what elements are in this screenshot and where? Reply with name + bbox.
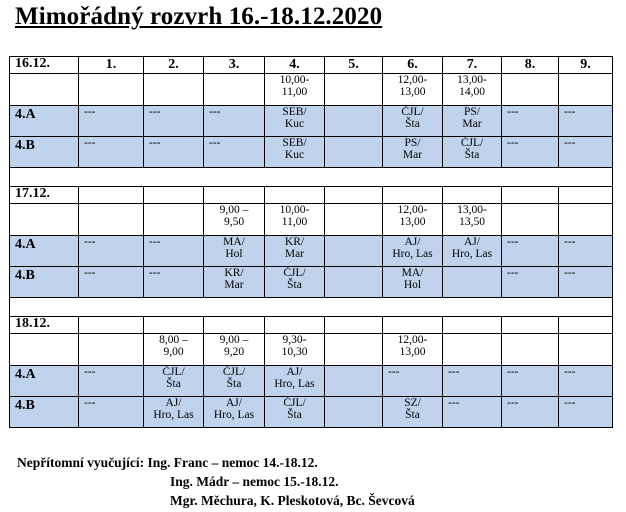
lesson-cell: ČJL/ Šta xyxy=(265,397,325,428)
time-slot-4: 10,00- 11,00 xyxy=(265,74,325,106)
period-header-5: 5. xyxy=(325,57,383,74)
lesson-cell: --- xyxy=(204,137,265,168)
lesson-cell: ČJL/ Šta xyxy=(265,267,325,298)
lesson-cell xyxy=(325,267,383,298)
lesson-cell: MA/ Hol xyxy=(204,236,265,267)
header-row xyxy=(10,57,613,74)
class-name: 4.B xyxy=(10,137,79,168)
empty-cell xyxy=(383,317,443,334)
period-header-9: 9. xyxy=(559,57,613,74)
empty-cell xyxy=(265,187,325,204)
lesson-cell: PS/ Mar xyxy=(443,106,502,137)
period-header-4: 4. xyxy=(265,57,325,74)
lesson-cell: SEB/ Kuc xyxy=(265,137,325,168)
lesson-cell xyxy=(325,236,383,267)
lesson-cell: --- xyxy=(559,106,613,137)
lesson-cell: KR/ Mar xyxy=(204,267,265,298)
lesson-cell: --- xyxy=(559,397,613,428)
lesson-cell: ČJL/ Šta xyxy=(204,366,265,397)
lesson-cell: --- xyxy=(79,267,144,298)
lesson-cell: --- xyxy=(144,267,204,298)
period-header-6: 6. xyxy=(383,57,443,74)
date-row xyxy=(10,187,613,204)
class-row xyxy=(10,106,613,137)
period-header-1: 1. xyxy=(79,57,144,74)
empty-cell xyxy=(443,317,502,334)
spacer-row xyxy=(10,168,613,187)
time-slot-7: 13,00- 13,50 xyxy=(443,204,502,236)
time-slot-9 xyxy=(559,334,613,366)
lesson-cell: --- xyxy=(79,397,144,428)
empty-cell xyxy=(144,317,204,334)
time-label-cell xyxy=(10,74,79,106)
schedule-table xyxy=(9,56,613,428)
time-slot-2: 8,00 – 9,00 xyxy=(144,334,204,366)
lesson-cell: AJ/ Hro, Las xyxy=(383,236,443,267)
lesson-cell: --- xyxy=(79,366,144,397)
class-row xyxy=(10,236,613,267)
lesson-cell: ČJL/ Šta xyxy=(383,106,443,137)
time-slot-6: 12,00- 13,00 xyxy=(383,204,443,236)
time-slot-4: 10,00- 11,00 xyxy=(265,204,325,236)
time-row xyxy=(10,204,613,236)
page-title: Mimořádný rozvrh 16.-18.12.2020 xyxy=(15,3,383,30)
time-slot-9 xyxy=(559,74,613,106)
class-row xyxy=(10,397,613,428)
lesson-cell: --- xyxy=(502,397,559,428)
lesson-cell: --- xyxy=(502,236,559,267)
lesson-cell: --- xyxy=(443,366,502,397)
empty-cell xyxy=(204,187,265,204)
lesson-cell: AJ/ Hro, Las xyxy=(144,397,204,428)
lesson-cell: --- xyxy=(502,137,559,168)
class-row xyxy=(10,137,613,168)
time-label-cell xyxy=(10,334,79,366)
time-slot-6: 12,00- 13,00 xyxy=(383,74,443,106)
time-label-cell xyxy=(10,204,79,236)
day-date-label: 18.12. xyxy=(10,317,79,334)
empty-cell xyxy=(325,187,383,204)
class-row xyxy=(10,366,613,397)
date-row xyxy=(10,317,613,334)
time-slot-3: 9,00 – 9,50 xyxy=(204,204,265,236)
empty-cell xyxy=(559,317,613,334)
absent-label: Nepřítomní vyučující: xyxy=(17,455,145,470)
time-slot-6: 12,00- 13,00 xyxy=(383,334,443,366)
lesson-cell: --- xyxy=(144,137,204,168)
time-row xyxy=(10,334,613,366)
empty-cell xyxy=(502,317,559,334)
lesson-cell: --- xyxy=(144,236,204,267)
absent-teachers-line1 xyxy=(17,455,318,471)
day-date-label: 17.12. xyxy=(10,187,79,204)
lesson-cell: --- xyxy=(79,236,144,267)
lesson-cell: ČJL/ Šta xyxy=(443,137,502,168)
time-row xyxy=(10,74,613,106)
empty-cell xyxy=(383,187,443,204)
empty-cell xyxy=(265,317,325,334)
empty-cell xyxy=(79,187,144,204)
lesson-cell: SZ/ Šta xyxy=(383,397,443,428)
lesson-cell: SEB/ Kuc xyxy=(265,106,325,137)
time-slot-7: 13,00- 14,00 xyxy=(443,74,502,106)
time-slot-1 xyxy=(79,74,144,106)
lesson-cell: AJ/ Hro, Las xyxy=(443,236,502,267)
time-slot-3 xyxy=(204,74,265,106)
lesson-cell xyxy=(325,397,383,428)
header-date-cell: 16.12. xyxy=(10,57,79,74)
class-name: 4.B xyxy=(10,267,79,298)
empty-cell xyxy=(443,187,502,204)
lesson-cell xyxy=(325,366,383,397)
time-slot-8 xyxy=(502,74,559,106)
lesson-cell: --- xyxy=(502,267,559,298)
lesson-cell: --- xyxy=(204,106,265,137)
lesson-cell: --- xyxy=(144,106,204,137)
lesson-cell: --- xyxy=(383,366,443,397)
class-name: 4.B xyxy=(10,397,79,428)
empty-cell xyxy=(79,317,144,334)
lesson-cell: --- xyxy=(502,366,559,397)
absent-entry-1: Ing. Franc – nemoc 14.-18.12. xyxy=(147,455,318,470)
time-slot-7 xyxy=(443,334,502,366)
lesson-cell: AJ/ Hro, Las xyxy=(204,397,265,428)
class-name: 4.A xyxy=(10,106,79,137)
time-slot-5 xyxy=(325,334,383,366)
empty-cell xyxy=(559,187,613,204)
empty-cell xyxy=(144,187,204,204)
lesson-cell: PS/ Mar xyxy=(383,137,443,168)
class-name: 4.A xyxy=(10,366,79,397)
lesson-cell: --- xyxy=(443,397,502,428)
empty-cell xyxy=(325,317,383,334)
time-slot-5 xyxy=(325,74,383,106)
time-slot-1 xyxy=(79,334,144,366)
time-slot-8 xyxy=(502,334,559,366)
lesson-cell: AJ/ Hro, Las xyxy=(265,366,325,397)
lesson-cell: --- xyxy=(79,137,144,168)
empty-cell xyxy=(204,317,265,334)
lesson-cell: --- xyxy=(559,366,613,397)
absent-entry-2: Ing. Mádr – nemoc 15.-18.12. xyxy=(170,474,339,489)
time-slot-5 xyxy=(325,204,383,236)
time-slot-2 xyxy=(144,74,204,106)
period-header-8: 8. xyxy=(502,57,559,74)
lesson-cell xyxy=(443,267,502,298)
class-row xyxy=(10,267,613,298)
time-slot-4: 9,30- 10,30 xyxy=(265,334,325,366)
time-slot-9 xyxy=(559,204,613,236)
time-slot-1 xyxy=(79,204,144,236)
spacer-cell xyxy=(10,168,613,187)
spacer-cell xyxy=(10,298,613,317)
time-slot-8 xyxy=(502,204,559,236)
class-name: 4.A xyxy=(10,236,79,267)
lesson-cell: --- xyxy=(79,106,144,137)
time-slot-3: 9,00 – 9,20 xyxy=(204,334,265,366)
absent-entry-3: Mgr. Měchura, K. Pleskotová, Bc. Ševcová xyxy=(170,493,415,508)
lesson-cell xyxy=(325,137,383,168)
lesson-cell: --- xyxy=(559,267,613,298)
lesson-cell: ČJL/ Šta xyxy=(144,366,204,397)
lesson-cell: MA/ Hol xyxy=(383,267,443,298)
period-header-2: 2. xyxy=(144,57,204,74)
spacer-row xyxy=(10,298,613,317)
empty-cell xyxy=(502,187,559,204)
lesson-cell: --- xyxy=(559,236,613,267)
period-header-3: 3. xyxy=(204,57,265,74)
lesson-cell: KR/ Mar xyxy=(265,236,325,267)
lesson-cell: --- xyxy=(502,106,559,137)
period-header-7: 7. xyxy=(443,57,502,74)
lesson-cell: --- xyxy=(559,137,613,168)
lesson-cell xyxy=(325,106,383,137)
time-slot-2 xyxy=(144,204,204,236)
